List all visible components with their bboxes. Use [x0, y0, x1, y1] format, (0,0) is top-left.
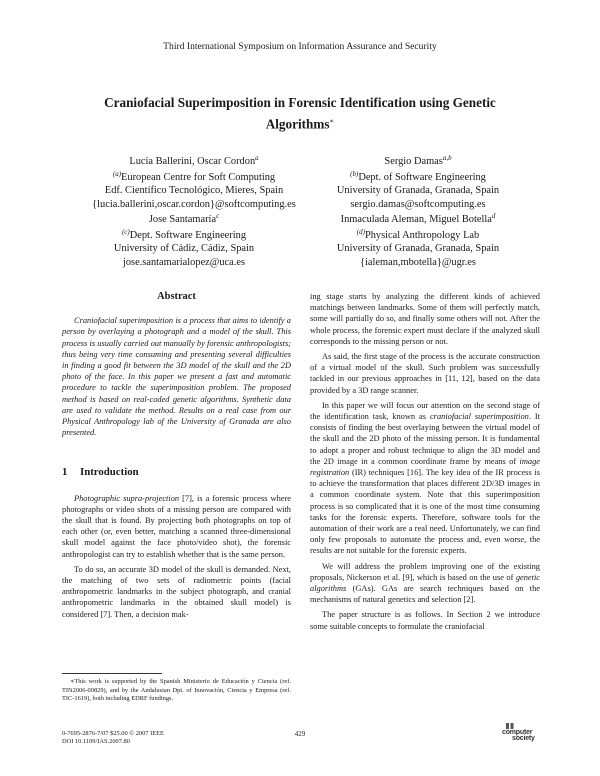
author-block-damas: Sergio Damas$^{a,b}$ $^{(b)}$Dept. of Software Engineering University of Granada, Granada, Spain sergio.damas@softcomputing.es	[316, 152, 520, 211]
section-heading-introduction: 1 Introduction	[62, 466, 139, 479]
author-email: {lucia.ballerini,oscar.cordon}@softcomputing.es	[92, 198, 296, 210]
intro-paragraph-1: Photographic supra-projection [7], is a forensic process where photographs or video shots of a missing person are compared with the skull that is found. By projecting both photographs on top of each other (or, even better, matching a scanned three-dimensional skull model against the face photo/video shot), the forensic anthropologist can try to establish whether that is the same person.	[62, 493, 291, 559]
author-address: University of Cádiz, Cádiz, Spain	[113, 243, 255, 255]
body-paragraph: ing stage starts by analyzing the different kinds of achieved matchings between landmarks. Some of them will perfectly match, some will partially do so, and finally some others will not. After the whole process, the forensic expert must declare if the analyzed skull corresponds to the missing person or not.	[310, 292, 540, 346]
footer-doi: DOI 10.1109/IAS.2007.80	[62, 738, 130, 746]
author-affiliation: Dept. of Software Engineering	[358, 172, 486, 184]
title-line-1: Craniofacial Superimposition in Forensic Identification using Genetic	[104, 95, 496, 110]
author-affiliation: Dept. Software Engineering	[129, 230, 247, 242]
author-email: sergio.damas@softcomputing.es	[350, 198, 486, 210]
author-block-santamaria: Jose Santamaría$^c$ $^{(c)}$Dept. Software Engineering University of Cádiz, Cádiz, Spain jose.santamarialopez@uca.es	[84, 210, 284, 269]
right-column	[310, 291, 540, 632]
footnote: ∗This work is supported by the Spanish Ministerio de Educación y Ciencia (ref. TIN2006-00829), and by the Andalusian Dpt. of Innovación, Ciencia y Empresa (ref. TIC-1619), both including EDRF fundings.	[62, 678, 291, 703]
abstract-heading: Abstract	[157, 291, 196, 302]
author-names: Lucia Ballerini, Oscar Cordon	[129, 156, 256, 167]
intro-paragraph-2: To do so, an accurate 3D model of the skull is demanded. Next, the matching of two sets of radiometric points (facial anthropometric landmarks in the subject photograph, and cranial anthropometric landmarks in the obtained skull model) is considered [7]. Then, a decision mak-	[62, 564, 291, 619]
title-footnote-mark: ∗	[329, 117, 335, 125]
author-email: {ialeman,mbotella}@ugr.es	[360, 256, 476, 268]
running-head: Third International Symposium on Information Assurance and Security	[163, 41, 437, 52]
logo-text-society: society	[512, 735, 535, 742]
body-paragraph: We will address the problem improving one of the existing proposals, Nickerson et al. [9], which is based on the use of genetic algorithms (GAs). GAs are search techniques based on the mechanisms of natural genetics and selection [2].	[310, 561, 540, 605]
page-number: 429	[294, 730, 306, 738]
logo-text-computer: computer	[502, 729, 533, 736]
body-paragraph: As said, the first stage of the process is the accurate construction of a virtual model of the skull. Such problem was successfully tackled in our previous approaches in [11, 12], based on the data provided by a 3D range scanner.	[310, 352, 540, 395]
author-names: Sergio Damas	[384, 156, 443, 167]
left-column	[62, 291, 291, 620]
author-address: Edf. Científico Tecnológico, Mieres, Spain	[104, 185, 284, 197]
author-affiliation: European Centre for Soft Computing	[121, 172, 276, 184]
paper-title	[60, 94, 540, 133]
body-paragraph: In this paper we will focus our attention on the second stage of the identification task, known as craniofacial superimposition. It consists of finding the best overlaying between the virtual model of the skull and the 2D photo of the missing person. It is fundamental to adopt a proper and robust technique to align the 3D model and the 2D image in a common coordinate frame by means of image registration (IR) techniques [16]. The key idea of the IR process is to achieve the transformation that places different 2D/3D images in a common coordinate system. Note that this superimposition process is so complicated that it is one of the most time consuming tasks for the forensic experts. Therefore, software tools for the automation of their work are a real need. Unfortunately, we can find only few proposals to automate the process and, even worse, the results are not suitable for the forensic experts.	[310, 400, 540, 556]
author-names: Jose Santamaría	[148, 214, 217, 225]
author-email: jose.santamarialopez@uca.es	[122, 256, 246, 268]
author-address: University of Granada, Granada, Spain	[336, 185, 500, 197]
footer-isbn: 0-7695-2876-7/07 $25.00 © 2007 IEEE	[62, 730, 164, 737]
body-paragraph: The paper structure is as follows. In Section 2 we introduce some suitable concepts to formulate the craniofacial	[310, 610, 540, 631]
author-names: Inmaculada Aleman, Miguel Botella	[340, 214, 492, 225]
footnote-rule	[62, 673, 162, 674]
abstract-text: Craniofacial superimposition is a process that aims to identify a person by overlaying a photograph and a model of the skull. This process is usually carried out manually by forensic anthropologists; thus being very time consuming and presenting several difficulties in finding a good fit between the 3D model of the skull and the 2D photo of the face. In this paper we present a fast and automatic procedure to tackle the superimposition problem. The proposed method is based on real-coded genetic algorithms. Synthetic data are used to validate the method. Results on a real case from our Physical Anthropology lab of the University of Granada are also presented.	[62, 316, 291, 438]
author-block-ballerini-cordon: Lucia Ballerini, Oscar Cordon$^a$ $^{(a)}$European Centre for Soft Computing Edf. Científico Tecnológico, Mieres, Spain {lucia.ballerini,oscar.cordon}@softcomputing.es	[84, 152, 304, 211]
author-block-aleman-botella: Inmaculada Aleman, Miguel Botella$^d$ $^{(d)}$Physical Anthropology Lab University of Granada, Granada, Spain {ialeman,mbotella}@ugr.es	[310, 210, 526, 269]
title-line-2: Algorithms∗	[265, 116, 335, 132]
author-address: University of Granada, Granada, Spain	[336, 243, 500, 255]
computer-society-logo	[500, 722, 544, 742]
author-affiliation: Physical Anthropology Lab	[364, 230, 480, 242]
footer-copyright	[62, 730, 164, 746]
